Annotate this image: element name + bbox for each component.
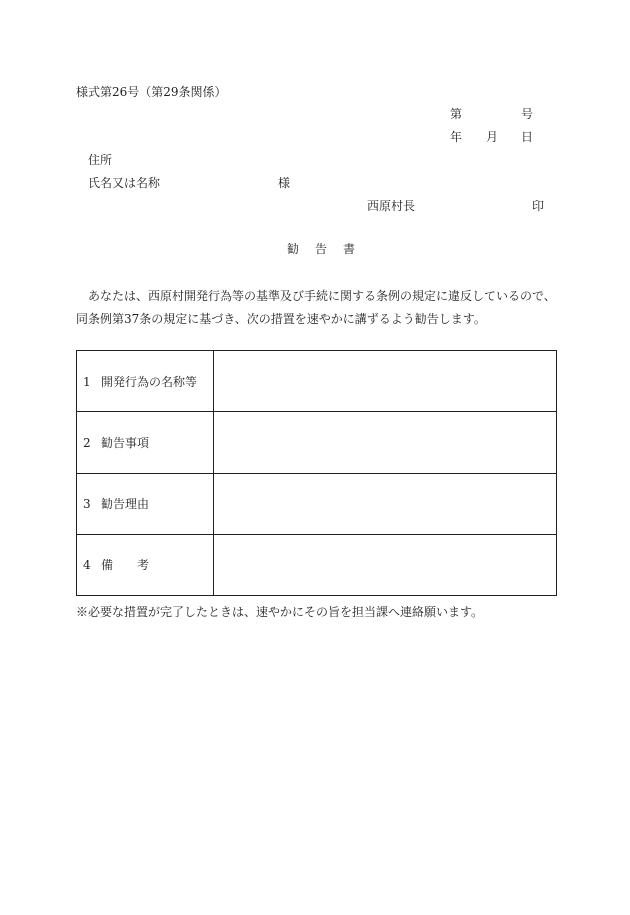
document-title [287,241,355,257]
table-row [77,412,557,473]
row-value-cell[interactable] [214,412,557,473]
address-label: 住所 [88,153,113,167]
row-number: 2 [83,435,91,450]
row-label-cell [77,534,214,595]
row-label: 勧告理由 [101,497,150,512]
row-label-cell [77,351,214,412]
date-year-label: 年 [450,130,463,144]
row-label: 備 考 [101,558,150,573]
body-line: 同条例第37条の規定に基づき、次の措置を速やかに講ずるよう勧告します。 [76,312,486,326]
date-month-label: 月 [486,130,499,144]
row-value-cell[interactable] [214,534,557,595]
details-table [76,350,557,596]
row-number: 1 [83,374,91,389]
row-label-cell [77,473,214,534]
issuer-title: 西原村長 [367,199,416,213]
body-paragraph [76,285,566,331]
row-value-cell[interactable] [214,351,557,412]
name-label: 氏名又は名称 [88,176,161,190]
row-label-cell [77,412,214,473]
table-row [77,351,557,412]
table-row [77,534,557,595]
date-day-label: 日 [521,130,534,144]
form-number: 様式第26号（第29条関係） [76,85,227,99]
body-line: あなたは、西原村開発行為等の基準及び手続に関する条例の規定に違反しているので、 [76,289,556,303]
issuer-seal-mark: 印 [532,199,545,213]
issue-number-suffix: 号 [521,107,534,121]
row-label: 勧告事項 [101,435,150,450]
name-honorific: 様 [278,176,291,190]
document-title-char: 書 [343,242,356,256]
issue-number-prefix: 第 [450,107,463,121]
document-title-char: 告 [315,242,328,256]
row-value-cell[interactable] [214,473,557,534]
table-row [77,473,557,534]
row-number: 4 [83,558,91,573]
row-number: 3 [83,497,91,512]
row-label: 開発行為の名称等 [101,374,198,389]
footnote: ※必要な措置が完了したときは、速やかにその旨を担当課へ連絡願います。 [76,605,484,619]
document-title-char: 勧 [287,242,300,256]
